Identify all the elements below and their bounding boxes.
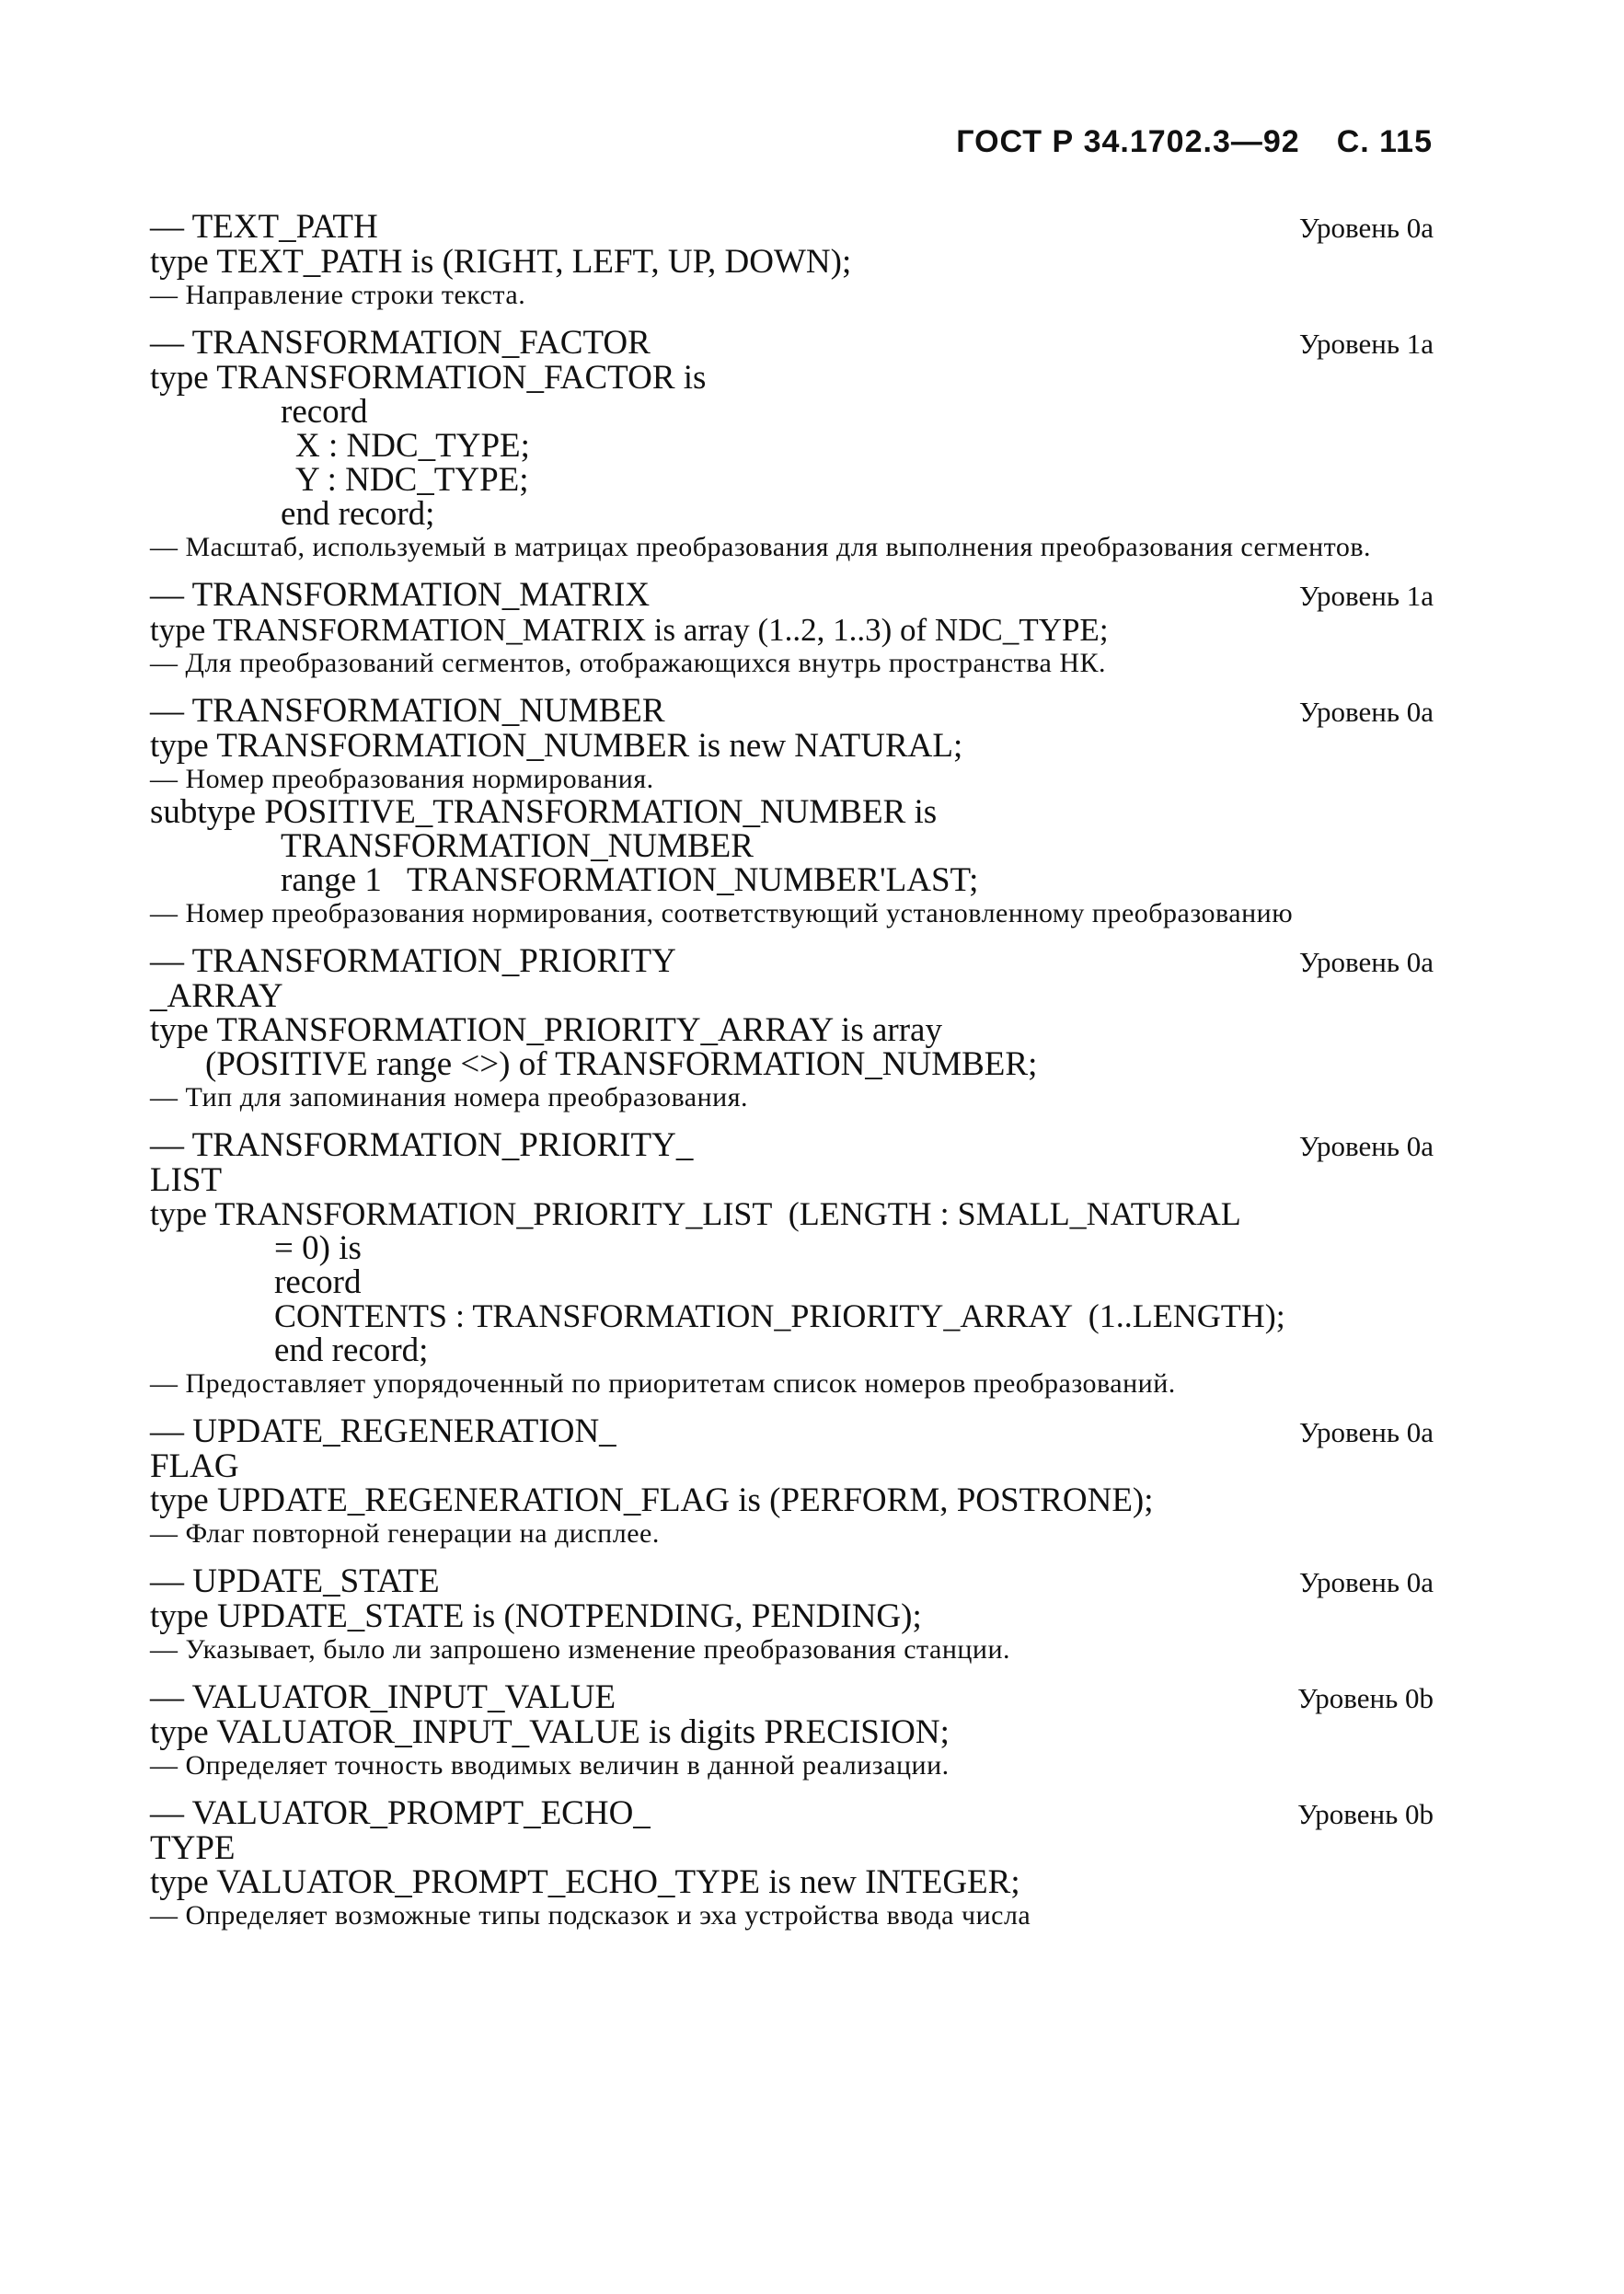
code-line: TRANSFORMATION_NUMBER <box>281 827 754 865</box>
code-line: type VALUATOR_INPUT_VALUE is digits PRECISION; <box>150 1713 950 1751</box>
entry-level: Уровень 0b <box>1297 1798 1434 1830</box>
entry-description: — Направление строки текста. <box>150 280 526 310</box>
entry-level: Уровень 1a <box>1298 328 1434 360</box>
code-line: end record; <box>281 495 435 533</box>
code-line: type UPDATE_REGENERATION_FLAG is (PERFORM, POSTRONE); <box>150 1481 1154 1519</box>
code-line: = 0) is <box>274 1229 362 1267</box>
type-entry-transformation-priority-list <box>150 1128 1434 1400</box>
entry-title: — VALUATOR_PROMPT_ECHO_ <box>150 1794 651 1832</box>
entry-title-row <box>150 210 1434 245</box>
code-line: end record; <box>274 1331 429 1369</box>
entry-level: Уровень 0b <box>1297 1682 1434 1714</box>
code-line: type TRANSFORMATION_MATRIX is array (1..2, 1..3) of NDC_TYPE; <box>150 612 1109 648</box>
type-entry-update-state <box>150 1564 1434 1666</box>
entry-level: Уровень 0a <box>1298 696 1434 728</box>
code-line: type VALUATOR_PROMPT_ECHO_TYPE is new INTEGER; <box>150 1863 1020 1901</box>
code-line: range 1 TRANSFORMATION_NUMBER'LAST; <box>281 861 979 899</box>
code-line: type TRANSFORMATION_PRIORITY_ARRAY is array <box>150 1011 942 1049</box>
type-entry-transformation-matrix <box>150 578 1434 679</box>
entry-level: Уровень 0a <box>1298 1566 1434 1598</box>
entry-title-row <box>150 1680 1434 1715</box>
page-number: С. 115 <box>1336 124 1433 159</box>
code-line: type TEXT_PATH is (RIGHT, LEFT, UP, DOWN); <box>150 243 852 281</box>
entry-title-row <box>150 1796 1434 1831</box>
entry-title: — TRANSFORMATION_PRIORITY_ <box>150 1126 694 1164</box>
entry-level: Уровень 0a <box>1298 1416 1434 1448</box>
type-entry-transformation-number <box>150 694 1434 929</box>
entry-level: Уровень 0a <box>1298 1130 1434 1162</box>
entry-title: — VALUATOR_INPUT_VALUE <box>150 1678 616 1716</box>
type-entry-text-path <box>150 210 1434 311</box>
page-header <box>956 124 1433 160</box>
code-line: type TRANSFORMATION_PRIORITY_LIST (LENGTH : SMALL_NATURAL <box>150 1195 1241 1232</box>
type-entry-valuator-input-value <box>150 1680 1434 1781</box>
entry-level: Уровень 0a <box>1298 946 1434 978</box>
entry-description: — Определяет точность вводимых величин в данной реализации. <box>150 1750 950 1781</box>
entry-description: — Для преобразований сегментов, отображающихся внутрь пространства НК. <box>150 648 1107 678</box>
entry-title-row <box>150 694 1434 729</box>
code-line: type TRANSFORMATION_NUMBER is new NATURAL; <box>150 727 963 765</box>
entry-title-row <box>150 1414 1434 1449</box>
entry-title: — TEXT_PATH <box>150 208 378 246</box>
code-line: type UPDATE_STATE is (NOTPENDING, PENDING); <box>150 1597 922 1635</box>
type-entry-transformation-factor <box>150 326 1434 563</box>
entry-title-row <box>150 578 1434 613</box>
entry-title-continuation: TYPE <box>150 1829 236 1867</box>
entry-title: — UPDATE_REGENERATION_ <box>150 1412 616 1450</box>
entry-title-row <box>150 1128 1434 1163</box>
entry-title: — UPDATE_STATE <box>150 1562 440 1600</box>
type-entry-transformation-priority-array <box>150 944 1434 1113</box>
code-line: record <box>274 1263 362 1301</box>
entry-title: — TRANSFORMATION_FACTOR <box>150 324 651 362</box>
entry-description: — Тип для запоминания номера преобразования. <box>150 1082 749 1112</box>
entry-description: — Указывает, было ли запрошено изменение преобразования станции. <box>150 1634 1011 1665</box>
entry-description: — Масштаб, используемый в матрицах преобразования для выполнения преобразования сегментов. <box>150 532 1372 562</box>
type-entry-update-regeneration-flag <box>150 1414 1434 1550</box>
entry-title: — TRANSFORMATION_MATRIX <box>150 576 651 614</box>
type-entry-valuator-prompt-echo-type <box>150 1796 1434 1931</box>
entry-title: — TRANSFORMATION_NUMBER <box>150 692 665 730</box>
entry-description: — Предоставляет упорядоченный по приоритетам список номеров преобразований. <box>150 1368 1176 1399</box>
entry-description: — Флаг повторной генерации на дисплее. <box>150 1518 660 1549</box>
code-line: (POSITIVE range <>) of TRANSFORMATION_NUMBER; <box>205 1045 1038 1083</box>
entry-title-row <box>150 326 1434 361</box>
entry-description: — Номер преобразования нормирования. <box>150 764 654 794</box>
standard-number: ГОСТ Р 34.1702.3—92 <box>956 124 1300 159</box>
code-line: Y : NDC_TYPE; <box>295 461 529 499</box>
entry-title-continuation: _ARRAY <box>150 977 283 1015</box>
entry-description: — Определяет возможные типы подсказок и эха устройства ввода числа <box>150 1900 1031 1931</box>
entry-title-continuation: FLAG <box>150 1447 239 1485</box>
entry-title-row <box>150 1564 1434 1599</box>
entry-description: — Номер преобразования нормирования, соответствующий установленному преобразованию <box>150 898 1294 928</box>
code-line: CONTENTS : TRANSFORMATION_PRIORITY_ARRAY (1..LENGTH); <box>274 1297 1285 1334</box>
document-body <box>150 210 1434 1946</box>
code-line: subtype POSITIVE_TRANSFORMATION_NUMBER is <box>150 793 938 831</box>
code-line: X : NDC_TYPE; <box>295 427 530 465</box>
entry-level: Уровень 1a <box>1298 580 1434 612</box>
entry-title: — TRANSFORMATION_PRIORITY <box>150 942 676 980</box>
code-line: type TRANSFORMATION_FACTOR is <box>150 359 707 397</box>
entry-title-row <box>150 944 1434 979</box>
code-line: record <box>281 393 368 431</box>
entry-level: Уровень 0a <box>1298 212 1434 244</box>
entry-title-continuation: LIST <box>150 1161 223 1199</box>
